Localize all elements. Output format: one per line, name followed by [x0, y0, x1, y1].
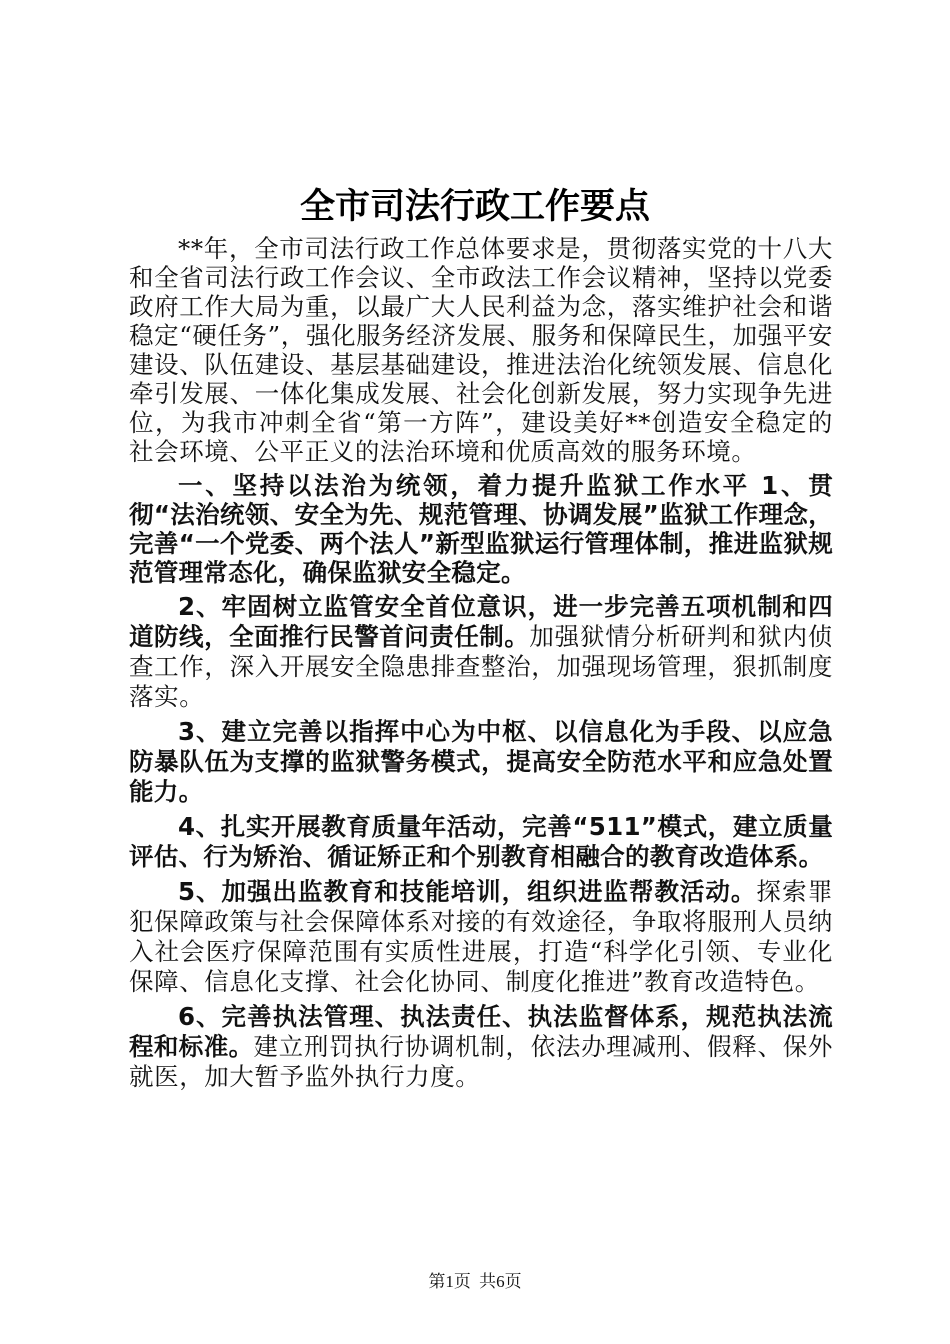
item-bold-text: 5、加强出监教育和技能培训，组织进监帮教活动。 [178, 877, 757, 906]
page-number: 第1页 [428, 1272, 471, 1291]
item-paragraph-3 [129, 717, 833, 807]
item-normal-text: 建立刑罚执行协调机制，依法办理减刑、假释、保外就医，加大暂予监外执行力度。 [129, 1032, 833, 1091]
document-body [129, 234, 833, 1097]
item-paragraph-6 [129, 1002, 833, 1092]
page-footer [0, 1271, 950, 1293]
item-paragraph-2 [129, 592, 833, 712]
document-title: 全市司法行政工作要点 [299, 187, 650, 227]
page-total: 共6页 [479, 1272, 522, 1291]
item-bold-text: 2、牢固树立监管安全首位意识，进一步完善五项机制和四道防线，全面推行民警首问责任制。 [129, 592, 833, 651]
item-paragraph-4 [129, 812, 833, 872]
item-bold-text: 6、完善执法管理、执法责任、执法监督体系，规范执法流程和标准。 [129, 1002, 833, 1061]
section1-paragraph: 一、坚持以法治为统领，着力提升监狱工作水平 1、贯彻“法治统领、安全为先、规范管理、协调发展”监狱工作理念，完善“一个党委、两个法人”新型监狱运行管理体制，推进监狱规范管理常态化，确保监狱安全稳定。 [129, 471, 833, 587]
item-normal-text: 加强狱情分析研判和狱内侦查工作，深入开展安全隐患排查整治，加强现场管理，狠抓制度落实。 [129, 622, 833, 711]
item-bold-text: 4、扎实开展教育质量年活动，完善“511”模式，建立质量评估、行为矫治、循证矫正和个别教育相融合的教育改造体系。 [129, 812, 833, 871]
item-bold-text: 3、建立完善以指挥中心为中枢、以信息化为手段、以应急防暴队伍为支撑的监狱警务模式，提高安全防范水平和应急处置能力。 [129, 717, 833, 806]
intro-paragraph: **年，全市司法行政工作总体要求是，贯彻落实党的十八大和全省司法行政工作会议、全市政法工作会议精神，坚持以党委政府工作大局为重，以最广大人民利益为念，落实维护社会和谐稳定“硬任务”，强化服务经济发展、服务和保障民生，加强平安建设、队伍建设、基层基础建设，推进法治化统领发展、信息化牵引发展、一体化集成发展、社会化创新发展，努力实现争先进位，为我市冲刺全省“第一方阵”，建设美好**创造安全稳定的社会环境、公平正义的法治环境和优质高效的服务环境。 [129, 234, 833, 466]
item-normal-text: 探索罪犯保障政策与社会保障体系对接的有效途径，争取将服刑人员纳入社会医疗保障范围有实质性进展，打造“科学化引领、专业化保障、信息化支撑、社会化协同、制度化推进”教育改造特色。 [129, 877, 833, 996]
item-paragraph-5 [129, 877, 833, 997]
